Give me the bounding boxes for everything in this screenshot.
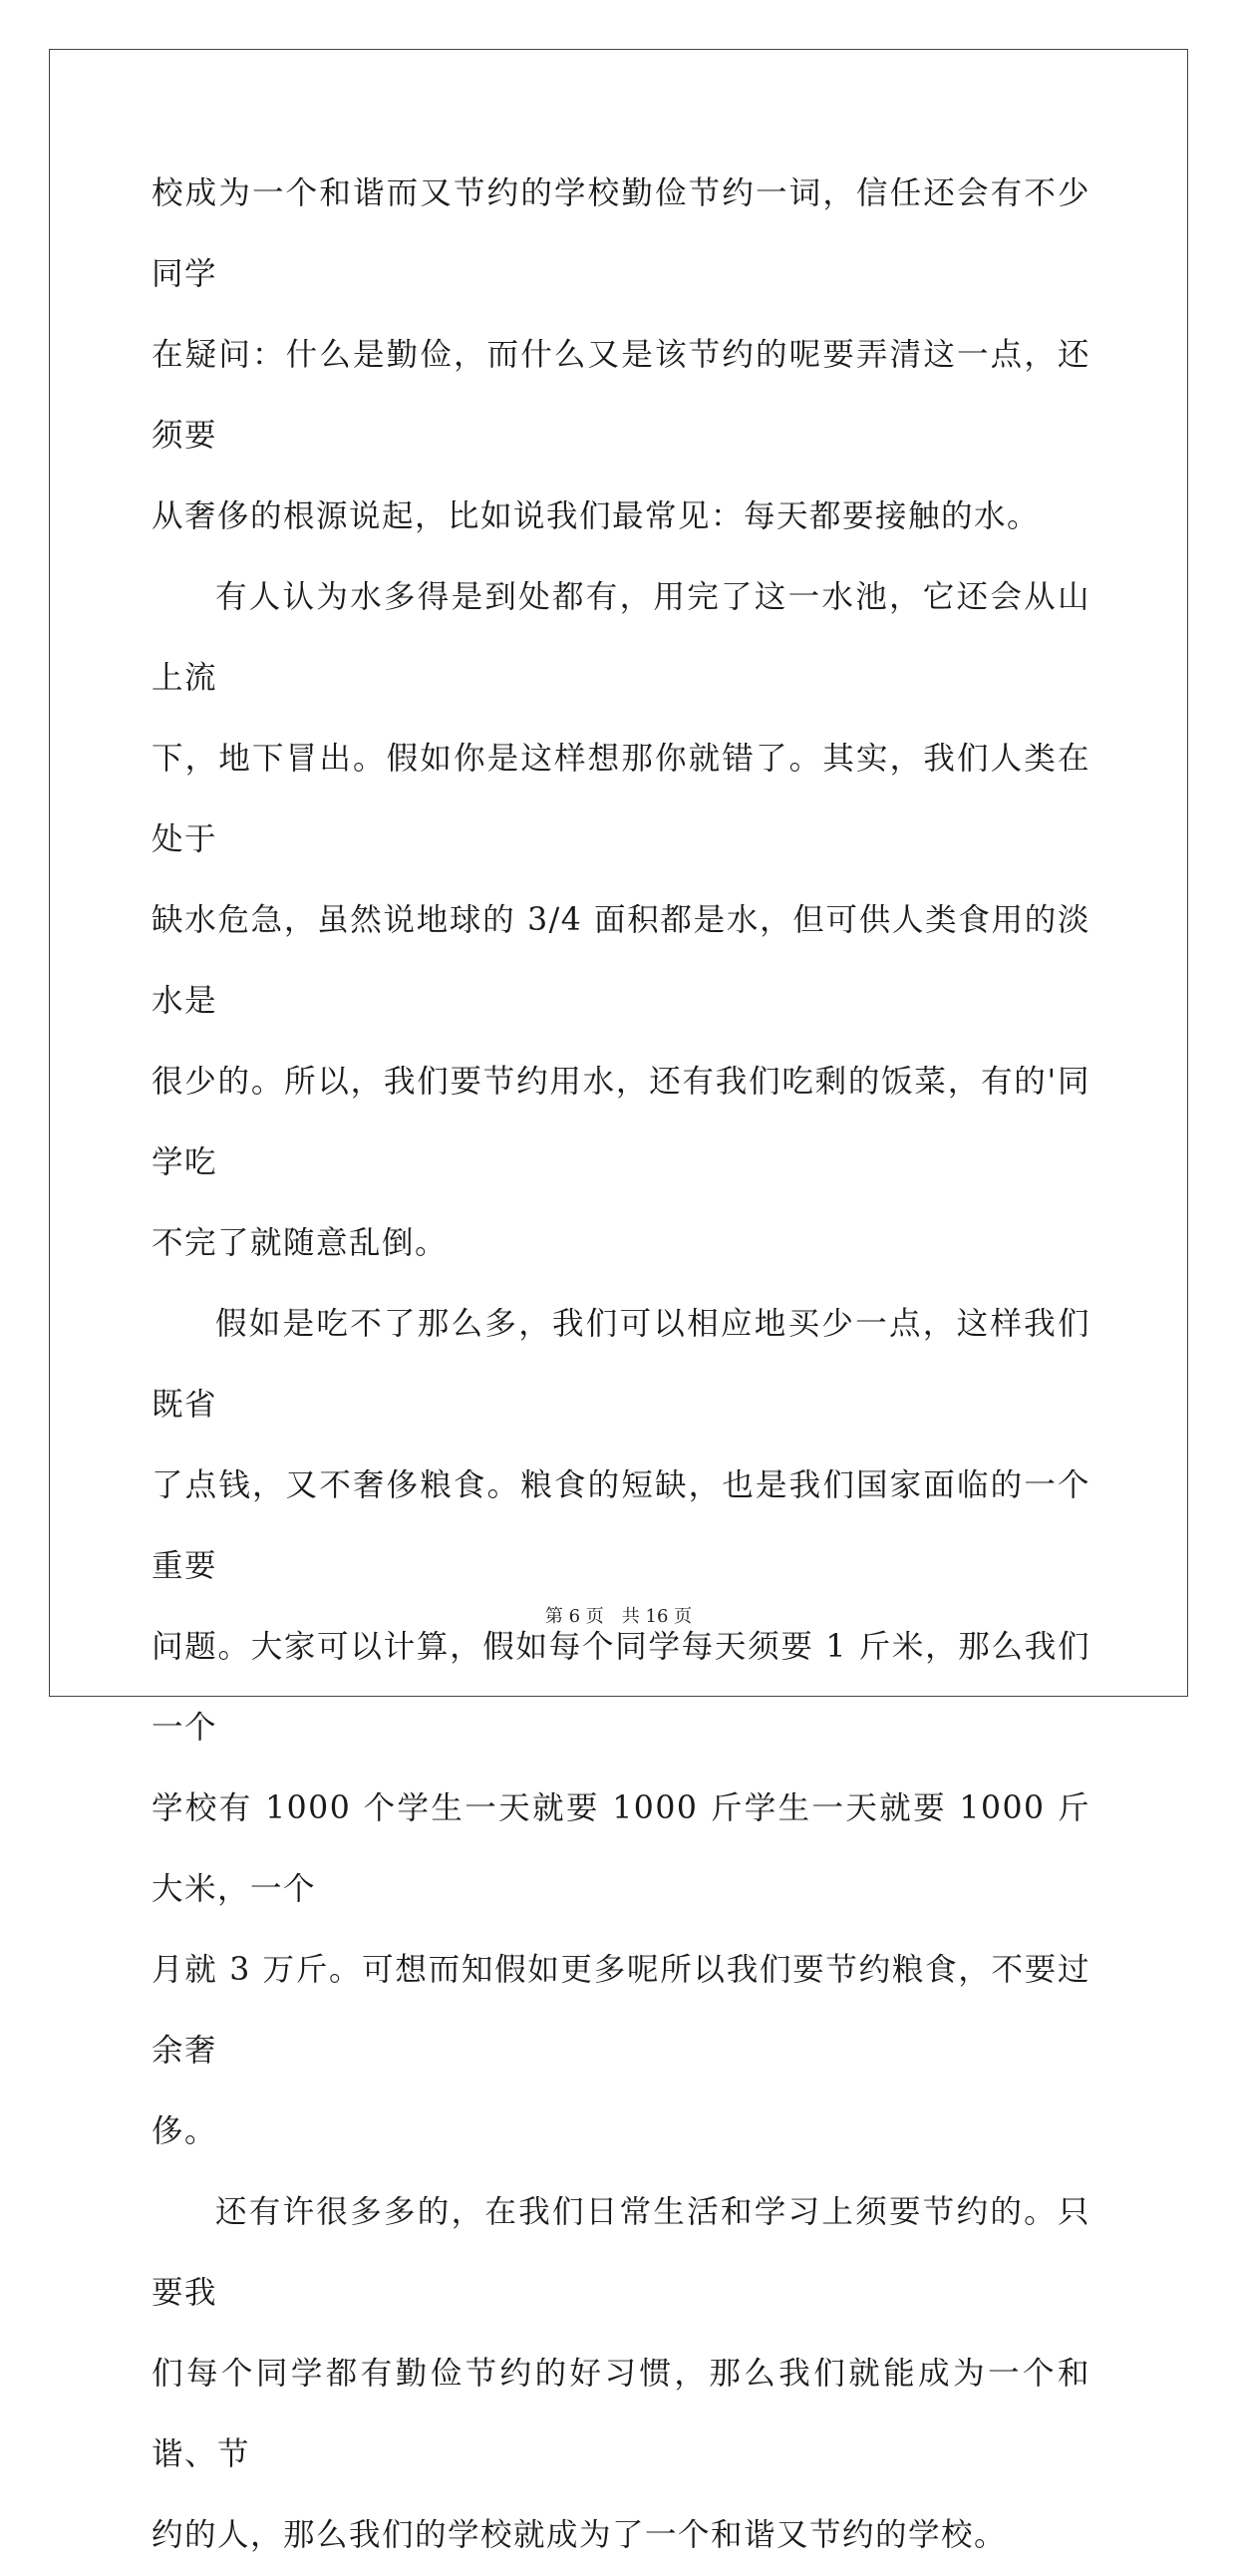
paragraph-2 [152,557,1090,1284]
document-body [152,154,1090,2576]
paragraph-line: 月就 3 万斤。可想而知假如更多呢所以我们要节约粮食，不要过余奢 [152,1952,1090,2069]
paragraph-line: 假如是吃不了那么多，我们可以相应地买少一点，这样我们既省 [152,1306,1090,1423]
paragraph-3 [152,1284,1090,2172]
paragraph-line: 学校有 1000 个学生一天就要 1000 斤学生一天就要 1000 斤大米，一个 [152,1790,1090,1907]
paragraph-line: 还有许很多多的，在我们日常生活和学习上须要节约的。只要我 [152,2194,1090,2311]
paragraph-line: 下，地下冒出。假如你是这样想那你就错了。其实，我们人类在处于 [152,741,1090,857]
paragraph-line: 缺水危急，虽然说地球的 3/4 面积都是水，但可供人类食用的淡水是 [152,902,1090,1019]
page-footer [0,1605,1237,1629]
paragraph-line: 侈。 [152,2113,218,2149]
paragraph-1 [152,154,1090,557]
paragraph-line: 在疑问：什么是勤俭，而什么又是该节约的呢要弄清这一点，还须要 [152,337,1090,454]
paragraph-line: 很少的。所以，我们要节约用水，还有我们吃剩的饭菜，有的'同学吃 [152,1064,1090,1180]
paragraph-line: 约的人，那么我们的学校就成为了一个和谐又节约的学校。 [152,2517,1008,2553]
paragraph-4 [152,2172,1090,2576]
page-number: 第 6 页 [544,1606,604,1627]
paragraph-line: 们每个同学都有勤俭节约的好习惯，那么我们就能成为一个和谐、节 [152,2356,1090,2472]
paragraph-line: 从奢侈的根源说起，比如说我们最常见：每天都要接触的水。 [152,498,1041,534]
paragraph-line: 了点钱，又不奢侈粮食。粮食的短缺，也是我们国家面临的一个重要 [152,1467,1090,1584]
paragraph-line: 问题。大家可以计算，假如每个同学每天须要 1 斤米，那么我们一个 [152,1629,1090,1746]
total-pages: 共 16 页 [621,1606,693,1627]
paragraph-line: 校成为一个和谐而又节约的学校勤俭节约一词，信任还会有不少同学 [152,175,1090,292]
paragraph-line: 有人认为水多得是到处都有，用完了这一水池，它还会从山上流 [152,579,1090,696]
paragraph-line: 不完了就随意乱倒。 [152,1225,449,1261]
